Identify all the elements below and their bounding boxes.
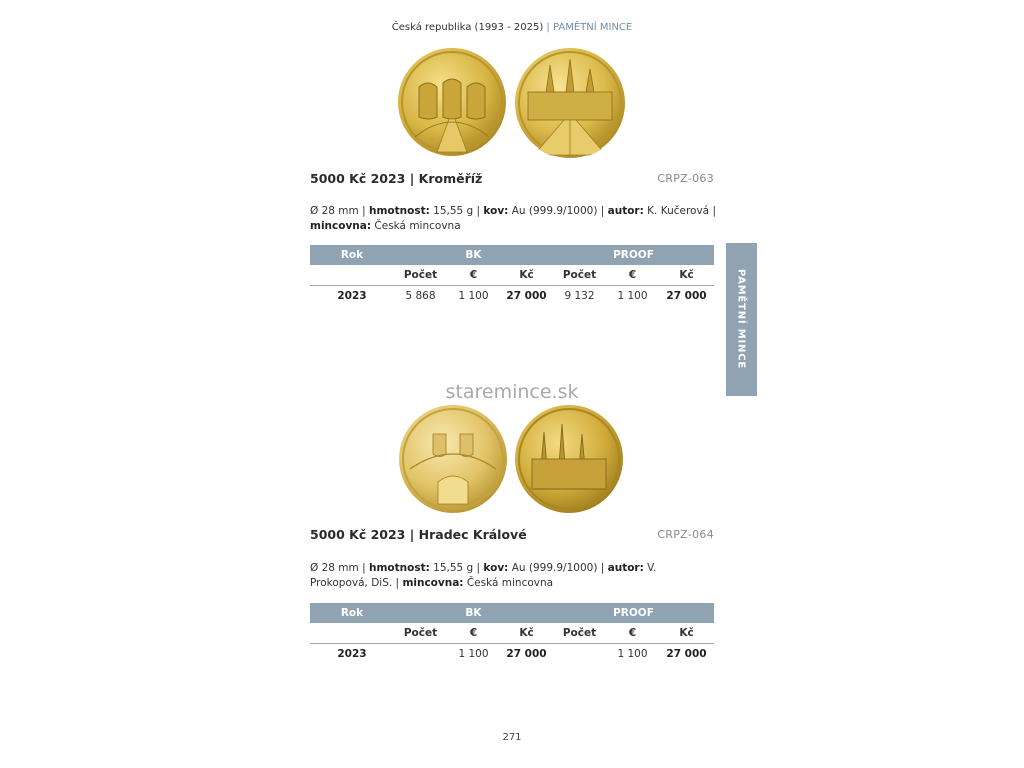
coin-spec-hradec: Ø 28 mm | hmotnost: 15,55 g | kov: Au (999.9/1000) | autor: V. Prokopová, DiS. | mincovna: Česká mincovna: [310, 562, 657, 589]
sub-czk: Kč: [500, 265, 553, 286]
section-side-tab: [726, 243, 757, 396]
coin-title-hradec: 5000 Kč 2023 | Hradec Králové: [310, 527, 527, 542]
coin-hradec-reverse-image: [514, 404, 624, 514]
sub-count: Počet: [553, 265, 606, 286]
row-proof-count: [553, 644, 606, 665]
header-section: PAMĚTNÍ MINCE: [552, 22, 633, 33]
row-bk-czk: 27 000: [506, 290, 547, 302]
header-country: Česká republika (1993 - 2025): [391, 22, 544, 33]
col-proof: PROOF: [553, 245, 714, 265]
table-header-row: [310, 603, 714, 623]
side-tab-label: PAMĚTNÍ MINCE: [735, 269, 747, 369]
sub-eur: €: [447, 265, 500, 286]
watermark: staremince.sk: [445, 381, 579, 403]
row-year: 2023: [337, 648, 367, 660]
col-year: Rok: [310, 603, 394, 623]
sub-count: Počet: [553, 623, 606, 644]
page-number: 271: [502, 732, 522, 743]
table-subheader-row: [310, 265, 714, 286]
sub-czk: Kč: [659, 623, 714, 644]
header-separator: |: [546, 22, 550, 33]
row-proof-eur: 1 100: [617, 648, 648, 660]
coin-kromeriz-obverse-image: [397, 47, 507, 157]
col-proof: PROOF: [553, 603, 714, 623]
table-row: [310, 286, 714, 307]
sub-eur: €: [606, 265, 659, 286]
sub-count: Počet: [394, 623, 447, 644]
table-row: [310, 644, 714, 665]
coin-title-kromeriz: 5000 Kč 2023 | Kroměříž: [310, 171, 483, 186]
row-bk-eur: 1 100: [458, 290, 489, 302]
sub-czk: Kč: [659, 265, 714, 286]
sub-eur: €: [606, 623, 659, 644]
col-bk: BK: [394, 603, 553, 623]
table-subheader-row: [310, 623, 714, 644]
catalog-number-kromeriz: CRPZ-063: [657, 172, 714, 185]
row-proof-count: 9 132: [564, 290, 595, 302]
col-bk: BK: [394, 245, 553, 265]
col-year: Rok: [310, 245, 394, 265]
row-bk-czk: 27 000: [506, 648, 547, 660]
sub-eur: €: [447, 623, 500, 644]
coin-spec-kromeriz: Ø 28 mm | hmotnost: 15,55 g | kov: Au (999.9/1000) | autor: K. Kučerová | mincovna: Česká mincovna: [310, 205, 717, 232]
sub-count: Počet: [394, 265, 447, 286]
sub-czk: Kč: [500, 623, 553, 644]
row-year: 2023: [337, 290, 367, 302]
mintage-table-kromeriz: [310, 245, 714, 306]
mintage-table-hradec: [310, 603, 714, 664]
row-bk-eur: 1 100: [458, 648, 489, 660]
row-proof-eur: 1 100: [617, 290, 648, 302]
row-proof-czk: 27 000: [666, 290, 707, 302]
catalog-number-hradec: CRPZ-064: [657, 528, 714, 541]
coin-hradec-obverse-image: [398, 404, 508, 514]
row-bk-count: [394, 644, 447, 665]
table-header-row: [310, 245, 714, 265]
row-proof-czk: 27 000: [666, 648, 707, 660]
page-header: [0, 22, 1024, 33]
row-bk-count: 5 868: [405, 290, 436, 302]
coin-kromeriz-reverse-image: [514, 47, 626, 159]
